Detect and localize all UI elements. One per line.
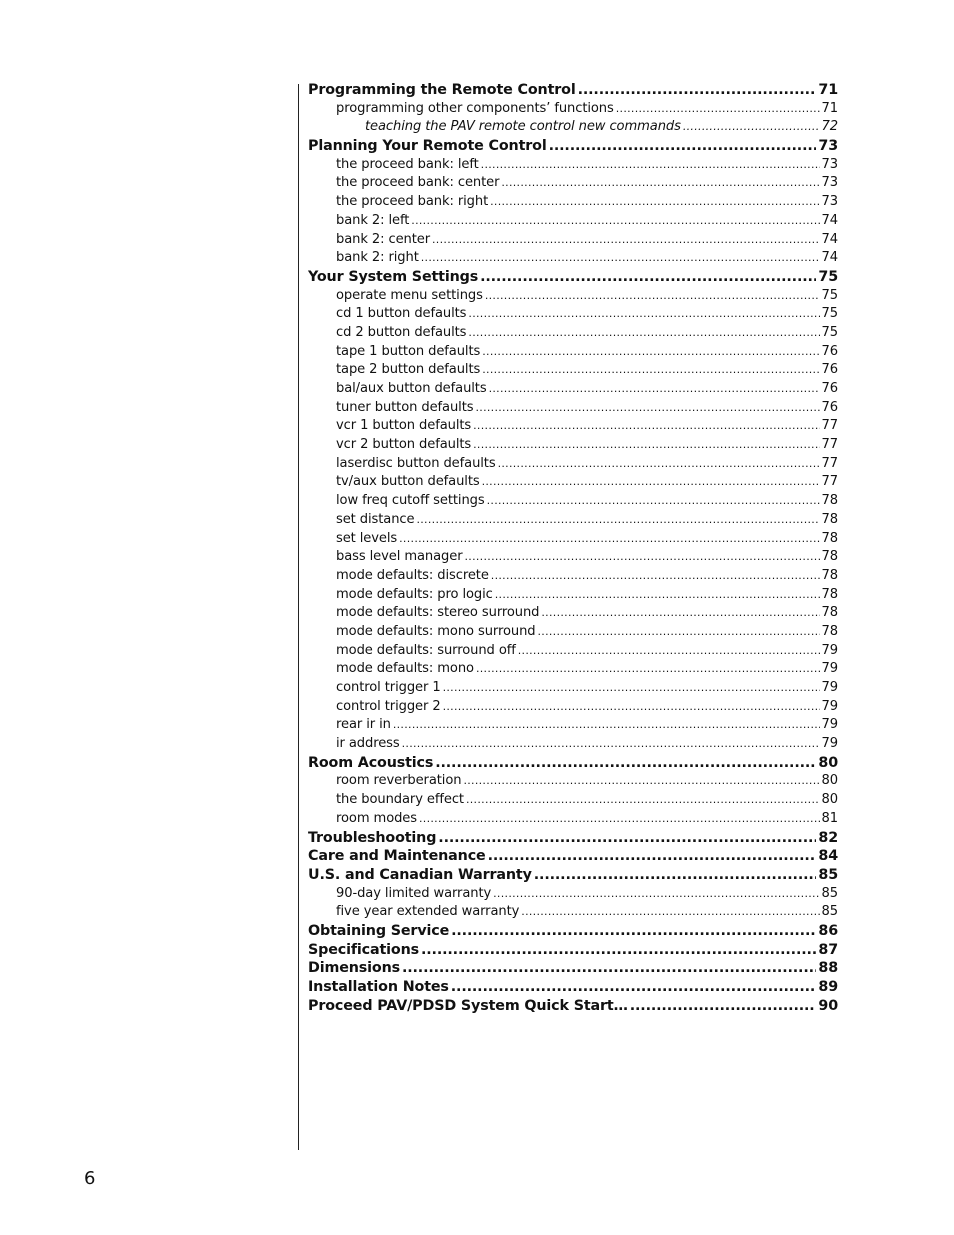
toc-entry-title: Dimensions: [308, 960, 400, 977]
toc-entry-level-2: [308, 586, 838, 605]
toc-entry-page: 85: [821, 885, 838, 901]
dot-leader: [443, 679, 820, 698]
toc-entry-page: 80: [818, 754, 838, 771]
toc-entry-level-2: [308, 473, 838, 492]
toc-entry-page: 79: [821, 698, 838, 714]
toc-entry-level-2: [308, 885, 838, 904]
dot-leader: [419, 810, 820, 829]
toc-entry-title: mode defaults: pro logic: [336, 586, 493, 602]
dot-leader: [521, 903, 819, 922]
toc-entry-level-2: [308, 324, 838, 343]
toc-entry-title: rear ir in: [336, 717, 391, 733]
toc-entry-page: 81: [821, 810, 838, 826]
toc-entry-page: 84: [818, 848, 838, 865]
toc-entry-level-1: [308, 866, 838, 885]
toc-entry-page: 77: [821, 418, 838, 434]
toc-entry-level-2: [308, 623, 838, 642]
toc-entry-level-2: [308, 548, 838, 567]
column-divider-line: [298, 84, 299, 1150]
dot-leader: [393, 716, 820, 735]
toc-entry-page: 74: [821, 250, 838, 266]
dot-leader: [490, 193, 819, 212]
toc-entry-page: 71: [821, 100, 838, 116]
toc-entry-level-2: [308, 772, 838, 791]
dot-leader: [416, 511, 819, 530]
toc-entry-title: Programming the Remote Control: [308, 82, 576, 98]
toc-entry-level-2: [308, 716, 838, 735]
toc-entry-page: 72: [821, 119, 838, 135]
toc-entry-title: tuner button defaults: [336, 399, 474, 415]
toc-entry-title: five year extended warranty: [336, 904, 520, 920]
dot-leader: [482, 361, 819, 380]
toc-entry-page: 80: [821, 773, 838, 789]
dot-leader: [399, 530, 819, 549]
dot-leader: [451, 922, 816, 941]
toc-entry-page: 90: [818, 997, 838, 1014]
toc-entry-level-2: [308, 679, 838, 698]
toc-entry-level-2: [308, 810, 838, 829]
toc-entry-level-2: [308, 455, 838, 474]
toc-entry-page: 79: [821, 736, 838, 752]
toc-entry-page: 76: [821, 399, 838, 415]
toc-entry-level-2: [308, 903, 838, 922]
dot-leader: [435, 754, 816, 773]
dot-leader: [487, 492, 820, 511]
toc-entry-level-2: [308, 417, 838, 436]
toc-entry-title: mode defaults: mono surround: [336, 623, 536, 639]
toc-entry-title: bal/aux button defaults: [336, 381, 487, 396]
toc-entry-page: 78: [821, 549, 838, 565]
toc-entry-title: bank 2: right: [336, 250, 419, 266]
toc-entry-page: 79: [821, 717, 838, 733]
toc-entry-title: mode defaults: discrete: [336, 567, 489, 583]
toc-entry-title: control trigger 1: [336, 680, 441, 695]
toc-entry-title: Room Acoustics: [308, 754, 434, 771]
toc-entry-level-2: [308, 492, 838, 511]
toc-entry-title: Care and Maintenance: [308, 848, 486, 865]
dot-leader: [402, 735, 820, 754]
toc-entry-title: operate menu settings: [336, 287, 483, 303]
toc-entry-title: tv/aux button defaults: [336, 474, 480, 490]
toc-entry-level-2: [308, 436, 838, 455]
dot-leader: [411, 212, 819, 231]
toc-entry-level-2: [308, 156, 838, 175]
toc-entry-level-3: [308, 118, 838, 137]
toc-entry-title: set levels: [336, 530, 398, 546]
toc-entry-page: 75: [818, 268, 838, 285]
dot-leader: [451, 978, 817, 997]
toc-entry-page: 78: [821, 605, 838, 621]
toc-entry-page: 77: [821, 474, 838, 490]
toc-entry-title: the proceed bank: center: [336, 175, 500, 191]
toc-entry-title: low freq cutoff settings: [336, 493, 485, 509]
toc-entry-page: 79: [821, 661, 838, 677]
toc-entry-level-2: [308, 735, 838, 754]
toc-entry-title: Troubleshooting: [308, 829, 437, 846]
toc-entry-title: laserdisc button defaults: [336, 455, 496, 471]
toc-entry-level-2: [308, 642, 838, 661]
dot-leader: [616, 100, 820, 119]
dot-leader: [402, 959, 816, 978]
toc-entry-page: 76: [821, 362, 838, 378]
toc-entry-page: 80: [821, 792, 838, 808]
toc-entry-page: 74: [821, 212, 838, 228]
dot-leader: [578, 81, 817, 100]
toc-entry-title: mode defaults: surround off: [336, 642, 516, 658]
toc-entry-page: 78: [821, 493, 838, 509]
dot-leader: [476, 660, 820, 679]
toc-entry-page: 73: [821, 175, 838, 191]
dot-leader: [534, 866, 817, 885]
toc-entry-level-2: [308, 660, 838, 679]
dot-leader: [468, 305, 819, 324]
toc-entry-title: Specifications: [308, 941, 419, 958]
toc-entry-level-1: [308, 847, 838, 866]
toc-entry-page: 82: [818, 829, 838, 846]
toc-entry-title: Installation Notes: [308, 979, 449, 995]
toc-entry-title: U.S. and Canadian Warranty: [308, 866, 532, 883]
toc-entry-level-2: [308, 530, 838, 549]
dot-leader: [443, 698, 820, 717]
dot-leader: [491, 567, 820, 586]
dot-leader: [468, 324, 819, 343]
dot-leader: [421, 941, 816, 960]
toc-entry-level-2: [308, 174, 838, 193]
toc-entry-page: 87: [818, 941, 838, 958]
toc-entry-page: 78: [821, 511, 838, 527]
dot-leader: [485, 287, 820, 306]
toc-entry-title: Planning Your Remote Control: [308, 138, 547, 155]
dot-leader: [473, 436, 819, 455]
toc-entry-level-1: [308, 268, 838, 287]
toc-entry-page: 78: [821, 586, 838, 602]
dot-leader: [541, 604, 819, 623]
toc-entry-page: 78: [821, 623, 838, 639]
dot-leader: [498, 455, 820, 474]
toc-entry-title: Your System Settings: [308, 268, 479, 285]
toc-entry-level-2: [308, 305, 838, 324]
toc-entry-title: vcr 1 button defaults: [336, 418, 472, 434]
toc-entry-title: bank 2: left: [336, 212, 410, 228]
toc-entry-level-2: [308, 212, 838, 231]
toc-entry-level-2: [308, 380, 838, 399]
dot-leader: [482, 343, 819, 362]
toc-entry-title: ir address: [336, 736, 400, 752]
toc-entry-title: room modes: [336, 810, 417, 826]
table-of-contents: [308, 81, 838, 1015]
toc-entry-title: mode defaults: mono: [336, 661, 474, 677]
toc-entry-level-2: [308, 567, 838, 586]
toc-entry-page: 71: [818, 82, 838, 98]
toc-entry-page: 88: [818, 960, 838, 977]
toc-entry-page: 74: [821, 231, 838, 247]
toc-entry-title: bass level manager: [336, 549, 463, 565]
dot-leader: [683, 118, 820, 137]
toc-entry-level-1: [308, 137, 838, 156]
dot-leader: [482, 473, 820, 492]
dot-leader: [421, 249, 820, 268]
toc-entry-title: cd 1 button defaults: [336, 306, 467, 322]
dot-leader: [475, 399, 819, 418]
dot-leader: [488, 847, 817, 866]
toc-entry-title: tape 2 button defaults: [336, 362, 481, 378]
toc-entry-level-2: [308, 343, 838, 362]
toc-entry-page: 85: [821, 904, 838, 920]
toc-entry-level-2: [308, 100, 838, 119]
toc-entry-title: control trigger 2: [336, 698, 441, 714]
toc-entry-level-1: [308, 941, 838, 960]
page-number: 6: [84, 1168, 96, 1189]
dot-leader: [493, 885, 819, 904]
toc-entry-title: tape 1 button defaults: [336, 343, 481, 359]
toc-entry-level-1: [308, 754, 838, 773]
toc-entry-title: programming other components’ functions: [336, 100, 614, 116]
toc-entry-level-2: [308, 287, 838, 306]
toc-entry-level-2: [308, 698, 838, 717]
dot-leader: [463, 772, 819, 791]
toc-entry-title: the boundary effect: [336, 792, 464, 808]
toc-entry-title: mode defaults: stereo surround: [336, 605, 540, 621]
toc-entry-page: 75: [821, 306, 838, 322]
toc-entry-page: 73: [818, 138, 838, 155]
toc-entry-level-2: [308, 231, 838, 250]
toc-entry-title: the proceed bank: right: [336, 194, 489, 210]
dot-leader: [495, 586, 820, 605]
dot-leader: [465, 548, 820, 567]
toc-entry-level-1: [308, 959, 838, 978]
dot-leader: [466, 791, 820, 810]
toc-entry-title: teaching the PAV remote control new commands: [365, 119, 681, 135]
toc-entry-page: 77: [821, 455, 838, 471]
toc-entry-level-2: [308, 399, 838, 418]
toc-entry-page: 89: [818, 979, 838, 995]
dot-leader: [549, 137, 817, 156]
toc-entry-page: 79: [821, 642, 838, 658]
dot-leader: [480, 268, 816, 287]
toc-entry-title: cd 2 button defaults: [336, 324, 467, 340]
dot-leader: [630, 997, 817, 1016]
toc-entry-level-1: [308, 81, 838, 100]
toc-entry-title: vcr 2 button defaults: [336, 437, 472, 453]
toc-entry-level-2: [308, 604, 838, 623]
toc-entry-page: 76: [821, 343, 838, 359]
toc-entry-page: 86: [818, 922, 838, 939]
toc-entry-level-2: [308, 249, 838, 268]
toc-entry-level-1: [308, 922, 838, 941]
toc-entry-page: 77: [821, 437, 838, 453]
toc-entry-page: 75: [821, 324, 838, 340]
toc-entry-page: 78: [821, 530, 838, 546]
toc-entry-title: Obtaining Service: [308, 922, 450, 939]
toc-entry-title: Proceed PAV/PDSD System Quick Start…: [308, 997, 628, 1014]
dot-leader: [501, 174, 819, 193]
toc-entry-page: 76: [821, 381, 838, 396]
toc-entry-level-2: [308, 193, 838, 212]
toc-entry-level-2: [308, 361, 838, 380]
toc-entry-title: set distance: [336, 511, 415, 527]
dot-leader: [489, 380, 820, 399]
toc-entry-level-1: [308, 978, 838, 997]
toc-entry-page: 75: [821, 287, 838, 303]
toc-entry-title: the proceed bank: left: [336, 156, 479, 172]
dot-leader: [481, 156, 820, 175]
toc-entry-level-1: [308, 829, 838, 848]
toc-entry-level-1: [308, 997, 838, 1016]
dot-leader: [538, 623, 820, 642]
toc-entry-title: bank 2: center: [336, 231, 431, 247]
toc-entry-page: 73: [821, 194, 838, 210]
toc-entry-title: room reverberation: [336, 773, 462, 789]
toc-entry-page: 73: [821, 156, 838, 172]
dot-leader: [438, 829, 816, 848]
toc-entry-level-2: [308, 791, 838, 810]
dot-leader: [432, 231, 820, 250]
toc-entry-page: 85: [818, 866, 838, 883]
toc-entry-title: 90-day limited warranty: [336, 885, 492, 901]
toc-entry-page: 79: [821, 680, 838, 695]
dot-leader: [473, 417, 819, 436]
toc-entry-level-2: [308, 511, 838, 530]
toc-entry-page: 78: [821, 567, 838, 583]
dot-leader: [518, 642, 820, 661]
